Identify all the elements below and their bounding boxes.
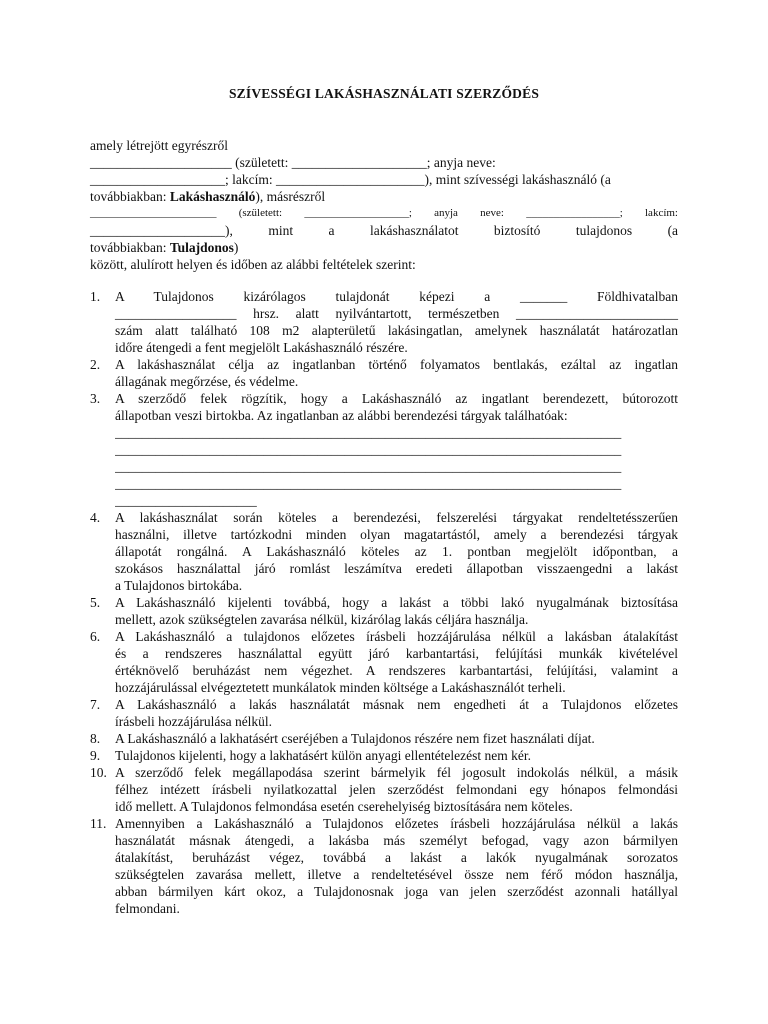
intro-text: továbbiakban: — [90, 240, 170, 255]
clause-text — [115, 509, 678, 594]
clause-line: A lakáshasználat célja az ingatlanban történő folyamatos bentlakás, ezáltal az ingatlan — [115, 357, 678, 372]
document-title: SZÍVESSÉGI LAKÁSHASZNÁLATI SZERZŐDÉS — [228, 86, 540, 101]
blank-line: ___________________________________________________________________________ — [115, 459, 622, 474]
clause-line: Tulajdonos kijelenti, hogy a lakhatásért külön anyagi ellentételezést nem kér. — [115, 748, 532, 763]
parties-section — [90, 137, 678, 273]
clauses-list — [90, 288, 678, 917]
clause-number: 6. — [90, 629, 101, 644]
clause-line: szokásos használattal járó romlást leszámítva eredeti állapotban visszaengedni a lakást — [115, 561, 678, 576]
clause-line: A Lakáshasználó a lakás használatát másnak nem engedheti át a Tulajdonos előzetes — [115, 697, 678, 712]
clause-text — [115, 696, 678, 730]
intro-text: biztosító tulajdonos — [493, 223, 633, 238]
clause-item — [90, 747, 678, 764]
intro-line — [90, 239, 678, 256]
clause-line: abban bármilyen kárt okoz, a Tulajdonosnak joga van jelen szerződést azonnali hatállyal — [115, 884, 678, 899]
clause-line: Amennyiben a Lakáshasználó a Tulajdonos előzetes írásbeli hozzájárulása nélkül a lakás — [115, 816, 678, 831]
intro-line: _______________________ (született: ___________________; anyja neve: _________________; lakcím: — [90, 207, 678, 219]
clause-line: A szerződő felek rögzítik, hogy a Lakáshasználó az ingatlant berendezett, bútorozott — [115, 391, 678, 406]
blank-line: _____________________ — [115, 493, 257, 508]
intro-text: lakáshasználatot — [369, 223, 459, 238]
defined-term-lakashasznalo: Lakáshasználó — [169, 189, 256, 204]
clause-text — [115, 390, 678, 509]
clause-number: 5. — [90, 595, 101, 610]
clause-text — [115, 288, 678, 356]
clause-line: a Tulajdonos birtokába. — [115, 578, 243, 593]
clause-number: 1. — [90, 289, 101, 304]
clause-item — [90, 356, 678, 390]
clause-text — [115, 730, 678, 747]
intro-line: ____________________; lakcím: ______________________), mint szívességi lakáshasználó (a — [90, 172, 611, 187]
clause-line: állapotban veszi birtokba. Az ingatlanban az alábbi berendezési tárgyak találhatóak: — [115, 408, 568, 423]
clause-line: mellett, azok szükségtelen zavarása nélkül, kizárólag lakás céljára használja. — [115, 612, 529, 627]
intro-text: ) — [233, 240, 239, 255]
intro-text: továbbiakban: — [90, 189, 170, 204]
clause-line: használni, illetve tartózkodni minden olyan magatartástól, amely a berendezési tárgyak — [115, 527, 678, 542]
clause-text — [115, 594, 678, 628]
clause-line: átalakítást, beruházást végez, továbbá a lakást a lakók nyugalmának sorozatos — [115, 850, 678, 865]
clause-item — [90, 764, 678, 815]
clause-line: írásbeli hozzájárulása nélkül. — [115, 714, 273, 729]
clause-line: időre átengedi a fent megjelölt Lakáshasználó részére. — [115, 340, 408, 355]
clause-line: A Lakáshasználó a lakhatásért cseréjében a Tulajdonos részére nem fizet használati díjat. — [115, 731, 595, 746]
clause-line: A szerződő felek megállapodása szerint bármelyik fél jogosult indokolás nélkül, a másik — [115, 765, 678, 780]
clause-item — [90, 594, 678, 628]
clause-line: és a rendszeres használattal együtt járó karbantartási, felújítási munkák kivételével — [115, 646, 678, 661]
clause-item — [90, 390, 678, 509]
intro-line: amely létrejött egyrészről — [90, 138, 228, 153]
clause-item — [90, 696, 678, 730]
clause-number: 2. — [90, 357, 101, 372]
clause-line: állapotát rongálná. A Lakáshasználó köteles az 1. pontban megjelölt időpontban, a — [115, 544, 678, 559]
clause-text — [115, 628, 678, 696]
intro-line — [90, 222, 678, 239]
intro-text: ), másrészről — [255, 189, 326, 204]
clause-line: idő mellett. A Tulajdonos felmondása esetén cserehelyiség biztosítására nem köteles. — [115, 799, 573, 814]
clause-line: A lakáshasználat során köteles a berendezési, felszerelési tárgyakat rendeltetésszerűen — [115, 510, 678, 525]
clause-line: szám alatt található 108 m2 alapterületű lakásingatlan, amelynek használatát határozatlan — [115, 323, 678, 338]
clause-line: állagának megőrzése, és védelme. — [115, 374, 299, 389]
clause-item — [90, 815, 678, 917]
furniture-blank-lines — [115, 424, 678, 509]
clause-text — [115, 747, 678, 764]
intro-line: között, alulírott helyen és időben az alábbi feltételek szerint: — [90, 257, 416, 272]
intro-line: _____________________ (született: ____________________; anyja neve: — [90, 155, 496, 170]
clause-line: félhez intézett írásbeli nyilatkozattal jelen szerződést felmondani egy hónapos felmondási — [115, 782, 678, 797]
clause-line: A Tulajdonos kizárólagos tulajdonát képezi a _______ Földhivatalban — [115, 289, 678, 304]
clause-line: A Lakáshasználó a tulajdonos előzetes írásbeli hozzájárulása nélkül a lakásban átalakítást — [115, 629, 678, 644]
clause-number: 8. — [90, 731, 101, 746]
clause-text — [115, 356, 678, 390]
clause-line: felmondani. — [115, 901, 180, 916]
clause-line: értéknövelő beruházást nem végezhet. A rendszeres karbantartási, felújítási, valamint a — [115, 663, 678, 678]
clause-text — [115, 815, 678, 917]
clause-line: használatát másnak átengedi, a lakásba más személyt befogad, vagy azon bármilyen — [115, 833, 678, 848]
clause-item — [90, 628, 678, 696]
blank-line: ___________________________________________________________________________ — [115, 476, 622, 491]
clause-number: 3. — [90, 391, 101, 406]
clause-line: A Lakáshasználó kijelenti továbbá, hogy a lakást a többi lakó nyugalmának biztosítása — [115, 595, 678, 610]
clause-number: 10. — [90, 765, 107, 780]
blank-line: ___________________________________________________________________________ — [115, 425, 622, 440]
clause-number: 4. — [90, 510, 101, 525]
blank-line: ___________________________________________________________________________ — [115, 442, 622, 457]
intro-text: (a — [667, 223, 679, 238]
clause-number: 11. — [90, 816, 107, 831]
clause-text — [115, 764, 678, 815]
clause-line: hozzájárulással elvégeztetett munkálatok minden költsége a Lakáshasználót terheli. — [115, 680, 566, 695]
clause-line: szükségtelen zavarása mellett, illetve a rendeltetésével össze nem férő módon használja, — [115, 867, 678, 882]
intro-line — [90, 188, 678, 205]
intro-text: a — [328, 223, 335, 238]
clause-number: 7. — [90, 697, 101, 712]
defined-term-tulajdonos: Tulajdonos — [169, 240, 234, 255]
clause-item — [90, 509, 678, 594]
clause-item — [90, 288, 678, 356]
clause-item — [90, 730, 678, 747]
intro-text: ____________________), mint — [90, 223, 294, 238]
clause-number: 9. — [90, 748, 101, 763]
clause-line: __________________ hrsz. alatt nyilvántartott, természetben ________________________ — [115, 306, 678, 321]
